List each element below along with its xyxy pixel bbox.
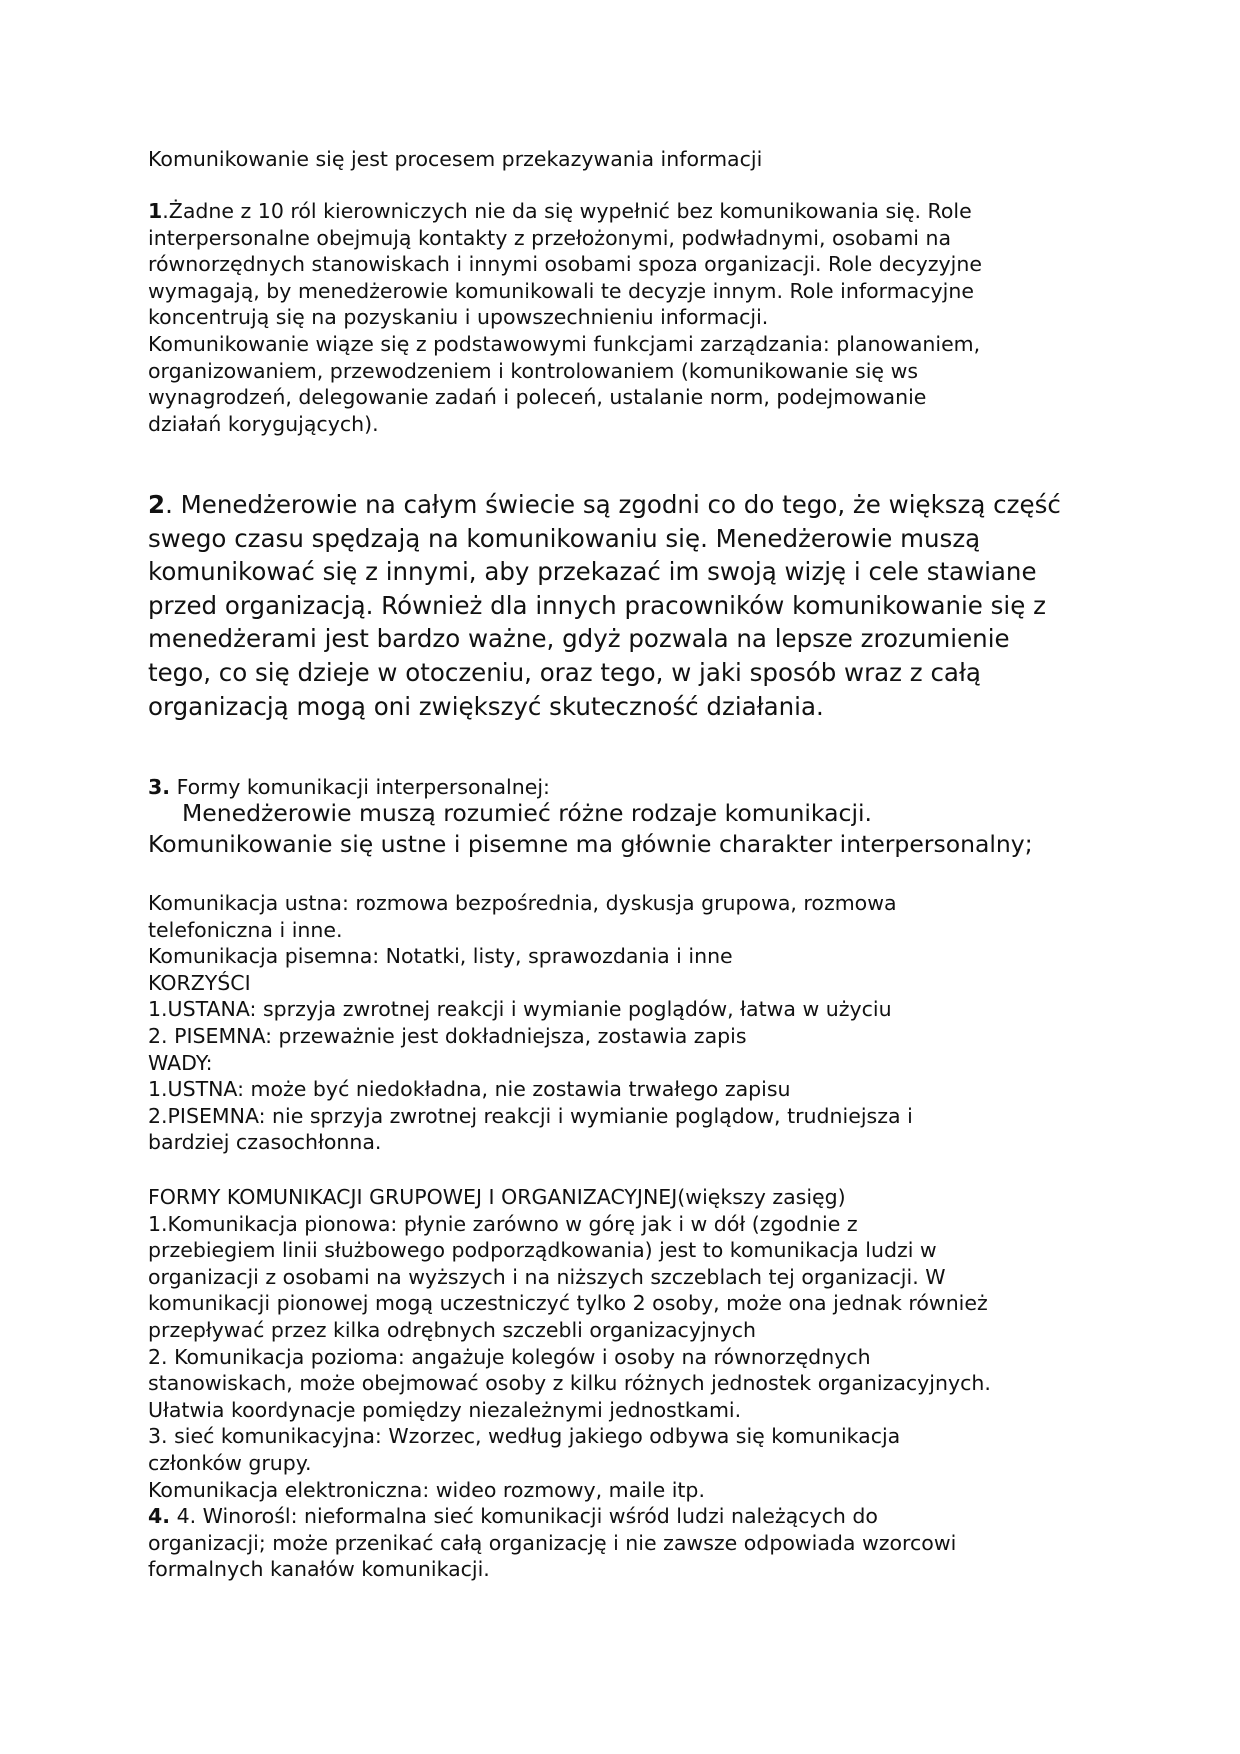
section-4-line: FORMY KOMUNIKACJI GRUPOWEJ I ORGANIZACYJNEJ(większy zasięg) xyxy=(148,1185,846,1209)
section-1-line: Komunikowanie wiąze się z podstawowymi funkcjami zarządzania: planowaniem, xyxy=(148,331,981,356)
section-1-line: interpersonalne obejmują kontakty z przełożonymi, podwładnymi, osobami na xyxy=(148,225,952,250)
section-1-line: działań korygujących). xyxy=(148,411,379,436)
section-2-line: menedżerami jest bardzo ważne, gdyż pozwala na lepsze zrozumienie xyxy=(148,624,1010,654)
section-4-line: komunikacji pionowej mogą uczestniczyć tylko 2 osoby, może ona jednak również xyxy=(148,1291,988,1316)
section-4-line: 4. Winorośl: nieformalna sieć komunikacji wśród ludzi należących do xyxy=(170,1504,878,1529)
section-4-line: 2. Komunikacja pozioma: angażuje kolegów i osoby na równorzędnych xyxy=(148,1344,871,1369)
section-3-line: 1.USTANA: sprzyja zwrotnej reakcji i wymianie poglądów, łatwa w użyciu xyxy=(148,997,892,1022)
section-2-line: . Menedżerowie na całym świecie są zgodni co do tego, że większą część xyxy=(165,490,1061,519)
section-4-line: organizacji z osobami na wyższych i na niższych szczeblach tej organizacji. W xyxy=(148,1264,946,1289)
section-1-line: wynagrodzeń, delegowanie zadań i poleceń, ustalanie norm, podejmowanie xyxy=(148,385,927,410)
section-3-number: 3. xyxy=(148,775,171,799)
section-4-line: przebiegiem linii służbowego podporządkowania) jest to komunikacja ludzi w xyxy=(148,1238,937,1263)
section-2-line: komunikować się z innymi, aby przekazać im swoją wizję i cele stawiane xyxy=(148,557,1037,587)
document-title: Komunikowanie się jest procesem przekazywania informacji xyxy=(148,147,763,171)
section-4-line: 3. sieć komunikacyjna: Wzorzec, według jakiego odbywa się komunikacja xyxy=(148,1424,901,1449)
section-3-list xyxy=(148,890,1108,1156)
section-4-line: stanowiskach, może obejmować osoby z kilku różnych jednostek organizacyjnych. xyxy=(148,1371,991,1396)
section-2-line: swego czasu spędzają na komunikowaniu się. Menedżerowie muszą xyxy=(148,523,981,553)
section-4-line: Ułatwia koordynacje pomiędzy niezależnymi jednostkami. xyxy=(148,1397,742,1422)
section-2-line: tego, co się dzieje w otoczeniu, oraz tego, w jaki sposób wraz z całą xyxy=(148,657,981,687)
section-3-line: 1.USTNA: może być niedokładna, nie zostawia trwałego zapisu xyxy=(148,1077,791,1102)
section-1-line: koncentrują się na pozyskaniu i upowszechnieniu informacji. xyxy=(148,305,769,330)
section-2-line: organizacją mogą oni zwiększyć skuteczność działania. xyxy=(148,691,824,721)
section-4 xyxy=(148,1184,1108,1583)
section-3-line: 2. PISEMNA: przeważnie jest dokładniejsza, zostawia zapis xyxy=(148,1023,747,1048)
section-1-line: organizowaniem, przewodzeniem i kontrolowaniem (komunikowanie się ws xyxy=(148,358,919,383)
section-3-line: Komunikacja pisemna: Notatki, listy, sprawozdania i inne xyxy=(148,944,733,969)
section-2 xyxy=(148,488,1108,723)
section-3-line: bardziej czasochłonna. xyxy=(148,1130,382,1155)
section-4-line: Komunikacja elektroniczna: wideo rozmowy, maile itp. xyxy=(148,1477,705,1502)
section-3-line: KORZYŚCI xyxy=(148,970,251,995)
section-1 xyxy=(148,198,1108,437)
section-3-intro-line: Menedżerowie muszą rozumieć różne rodzaje komunikacji. xyxy=(182,799,872,827)
section-4-last-number: 4. xyxy=(148,1504,171,1529)
section-3-line: WADY: xyxy=(148,1050,213,1075)
section-3-intro xyxy=(148,798,1108,860)
section-1-number: 1 xyxy=(148,199,163,223)
section-2-number: 2 xyxy=(148,490,166,519)
section-4-line: formalnych kanałów komunikacji. xyxy=(148,1557,490,1582)
section-3-intro-line: Komunikowanie się ustne i pisemne ma głównie charakter interpersonalny; xyxy=(148,830,1033,858)
section-3-line: telefoniczna i inne. xyxy=(148,917,343,942)
section-4-line: organizacji; może przenikać całą organizację i nie zawsze odpowiada wzorcowi xyxy=(148,1530,957,1555)
section-2-line: przed organizacją. Również dla innych pracowników komunikowanie się z xyxy=(148,590,1046,620)
section-4-line: przepływać przez kilka odrębnych szczebli organizacyjnych xyxy=(148,1317,757,1342)
section-4-line: członków grupy. xyxy=(148,1450,312,1475)
section-3-line: Komunikacja ustna: rozmowa bezpośrednia, dyskusja grupowa, rozmowa xyxy=(148,891,897,915)
section-4-line: 1.Komunikacja pionowa: płynie zarówno w górę jak i w dół (zgodnie z xyxy=(148,1211,858,1236)
section-1-line: wymagają, by menedżerowie komunikowali te decyzje innym. Role informacyjne xyxy=(148,278,974,303)
section-3-line: 2.PISEMNA: nie sprzyja zwrotnej reakcji i wymianie poglądow, trudniejsza i xyxy=(148,1103,913,1128)
section-1-line: .Żadne z 10 ról kierowniczych nie da się wypełnić bez komunikowania się. Role xyxy=(162,199,972,223)
section-3-heading: 3. Formy komunikacji interpersonalnej: xyxy=(148,775,550,799)
section-1-line: równorzędnych stanowiskach i innymi osobami spoza organizacji. Role decyzyjne xyxy=(148,252,982,277)
